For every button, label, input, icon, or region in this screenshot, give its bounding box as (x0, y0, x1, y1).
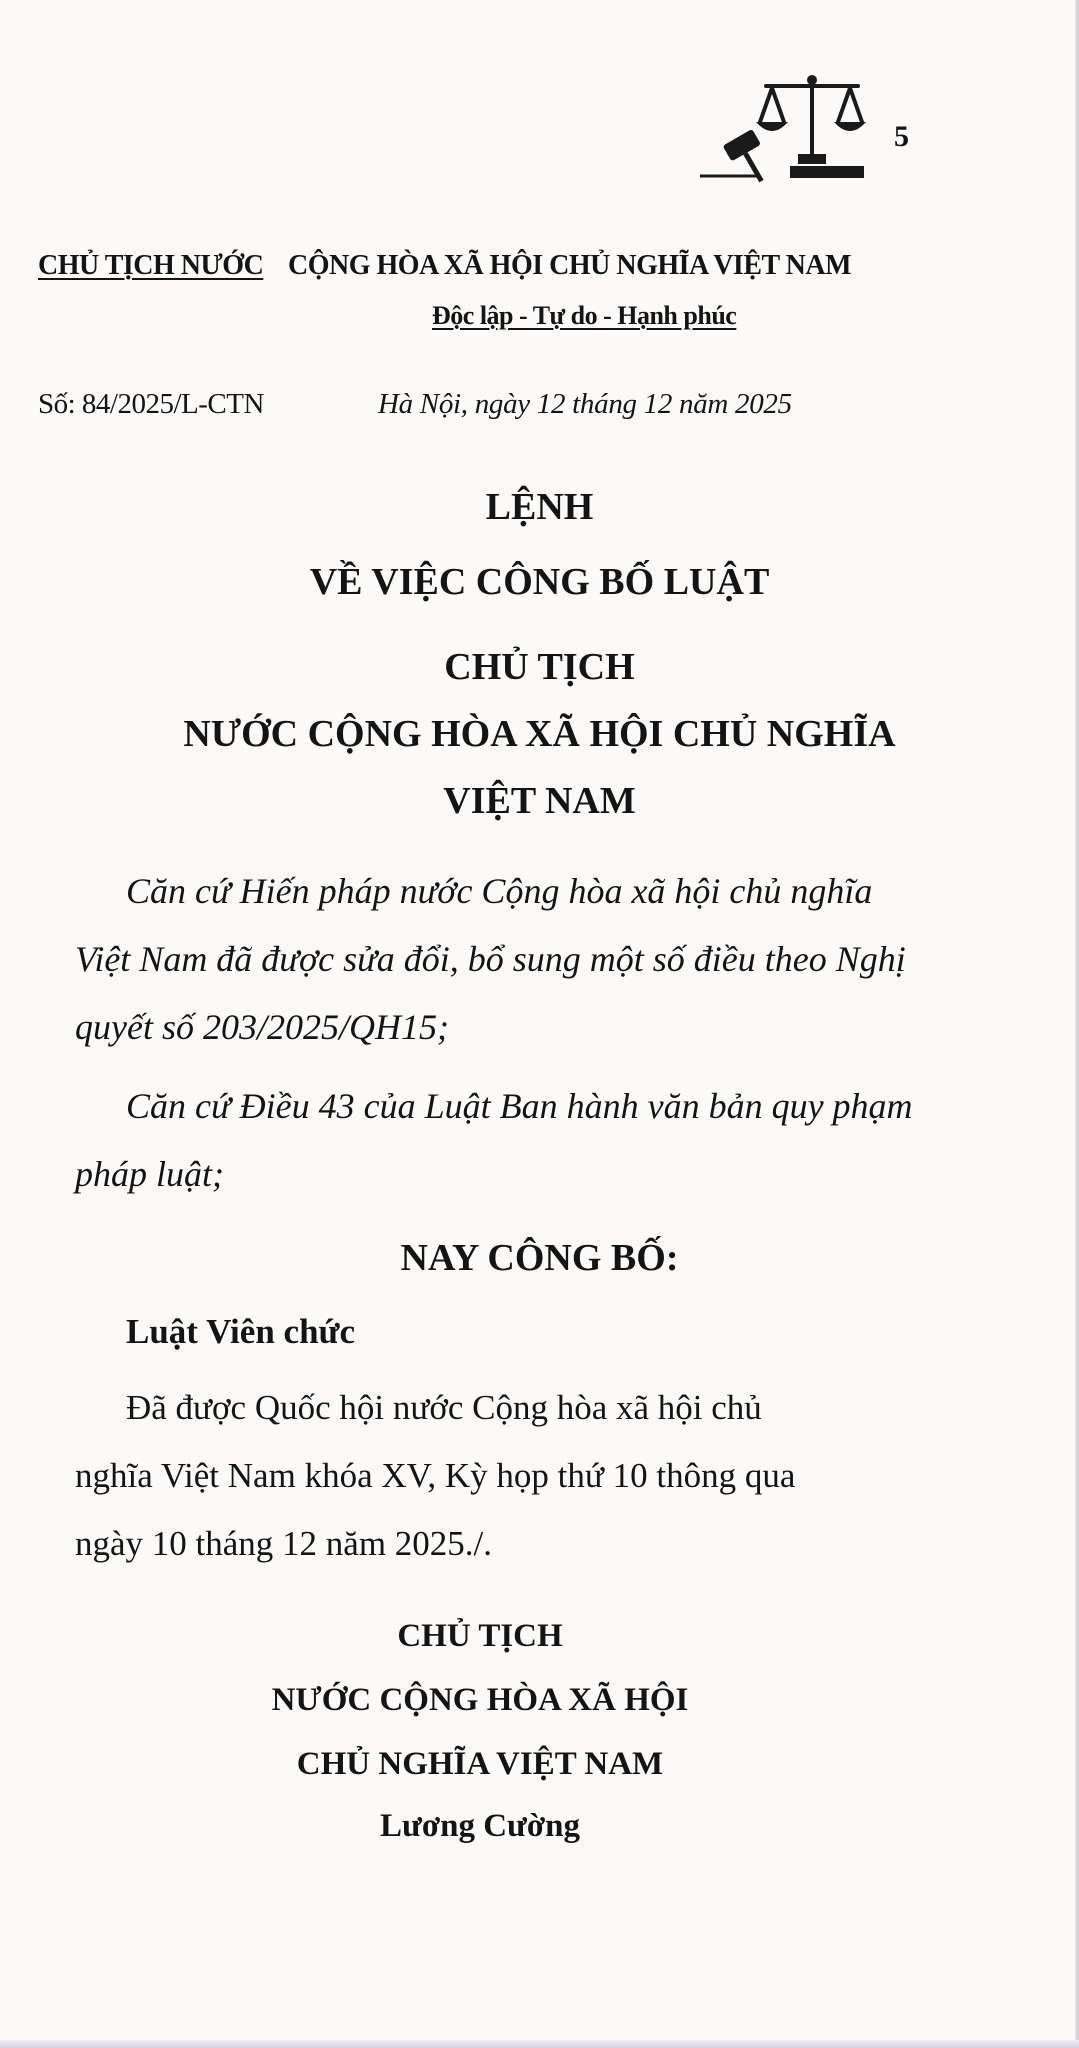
document-subject: VỀ VIỆC CÔNG BỐ LUẬT (309, 561, 770, 603)
document-number: Số: 84/2025/L-CTN (38, 388, 264, 420)
basis-2-line-1: Căn cứ Điều 43 của Luật Ban hành văn bản quy phạm (126, 1086, 913, 1126)
basis-1-line-2: Việt Nam đã được sửa đổi, bổ sung một số điều theo Nghị (75, 939, 906, 979)
proclamation-heading: NAY CÔNG BỐ: (400, 1237, 679, 1279)
passage-line-1: Đã được Quốc hội nước Cộng hòa xã hội chủ (126, 1388, 762, 1427)
authority-line-3: VIỆT NAM (443, 780, 636, 822)
basis-2-line-2: pháp luật; (75, 1154, 224, 1194)
page-number: 5 (894, 120, 909, 153)
signature-title-3: CHỦ NGHĨA VIỆT NAM (296, 1746, 664, 1782)
motto-text: Độc lập - Tự do - Hạnh phúc (432, 301, 737, 330)
issuer-heading (38, 250, 263, 282)
basis-1-line-1: Căn cứ Hiến pháp nước Cộng hòa xã hội chủ nghĩa (126, 871, 873, 911)
document-title: LỆNH (485, 486, 594, 528)
signature-title-2: NƯỚC CỘNG HÒA XÃ HỘI (271, 1682, 689, 1718)
scales-of-justice-icon (700, 72, 870, 184)
place-and-date: Hà Nội, ngày 12 tháng 12 năm 2025 (378, 388, 792, 420)
signatory-name: Lương Cường (380, 1808, 580, 1844)
passage-line-2: nghĩa Việt Nam khóa XV, Kỳ họp thứ 10 thông qua (75, 1456, 796, 1495)
country-heading: CỘNG HÒA XÃ HỘI CHỦ NGHĨA VIỆT NAM (288, 250, 852, 281)
issuer-label: CHỦ TỊCH NƯỚC (38, 250, 264, 281)
page-bottom-edge (0, 2040, 1079, 2048)
authority-line-2: NƯỚC CỘNG HÒA XÃ HỘI CHỦ NGHĨA (183, 713, 896, 755)
passage-line-3: ngày 10 tháng 12 năm 2025./. (75, 1524, 493, 1563)
law-name: Luật Viên chức (126, 1312, 356, 1351)
basis-1-line-3: quyết số 203/2025/QH15; (75, 1007, 449, 1047)
page-edge (1075, 0, 1079, 2048)
signature-title-1: CHỦ TỊCH (397, 1618, 563, 1654)
authority-line-1: CHỦ TỊCH (444, 646, 635, 688)
national-motto (432, 301, 736, 331)
